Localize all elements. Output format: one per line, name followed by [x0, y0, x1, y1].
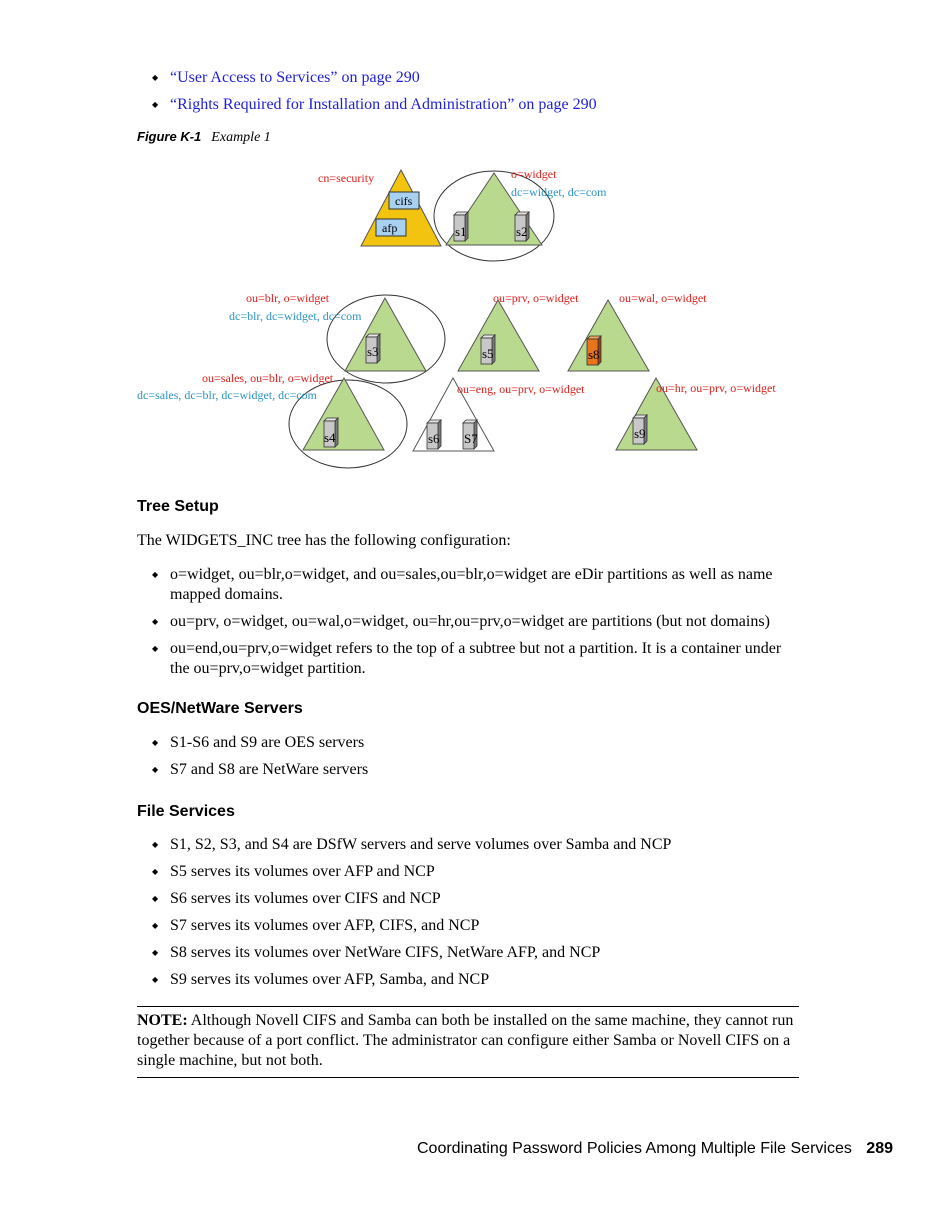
- list-item: ◆ o=widget, ou=blr,o=widget, and ou=sales,ou=blr,o=widget are eDir partitions as well as name mapped domains.: [137, 565, 802, 605]
- link-user-access[interactable]: “User Access to Services” on page 290: [170, 69, 420, 86]
- server-s1: s1: [455, 224, 467, 239]
- label-security: cn=security: [318, 171, 375, 185]
- list-item: ◆ S7 and S8 are NetWare servers: [137, 760, 802, 780]
- tree-setup-intro: The WIDGETS_INC tree has the following configuration:: [137, 532, 511, 549]
- footer-title: Coordinating Password Policies Among Multiple File Services: [416, 1140, 852, 1157]
- label-sales: ou=sales, ou=blr, o=widget: [202, 371, 334, 385]
- note: [137, 1011, 799, 1071]
- server-s5: s5: [482, 346, 494, 361]
- label-hr: ou=hr, ou=prv, o=widget: [656, 381, 776, 395]
- file-services-list: [137, 835, 802, 990]
- note-text: Although Novell CIFS and Samba can both be installed on the same machine, they cannot run together because of a port conflict. The administrator can configure either Samba or Novell CIFS on a single machine, but not both.: [137, 1012, 794, 1069]
- label-blr-dc: dc=blr, dc=widget, dc=com: [229, 309, 362, 323]
- server-s8: s8: [588, 347, 600, 362]
- afp-label: afp: [382, 221, 398, 235]
- server-s6: s6: [428, 431, 440, 446]
- label-widget-dc: dc=widget, dc=com: [511, 185, 607, 199]
- label-eng: ou=eng, ou=prv, o=widget: [457, 382, 585, 396]
- figure-label: Figure K-1: [137, 129, 202, 144]
- note-rule-bottom: [137, 1077, 799, 1078]
- label-wal: ou=wal, o=widget: [619, 291, 707, 305]
- list-item: ◆ ou=end,ou=prv,o=widget refers to the top of a subtree but not a partition. It is a container under the ou=prv,o=widget partition.: [137, 639, 802, 679]
- note-label: NOTE:: [137, 1012, 188, 1029]
- heading-tree-setup: Tree Setup: [137, 498, 219, 515]
- heading-file-services: File Services: [137, 803, 235, 820]
- tree-diagram: [0, 0, 950, 480]
- link-rights-required[interactable]: “Rights Required for Installation and Administration” on page 290: [170, 96, 597, 113]
- triangle-wal: [568, 300, 649, 371]
- page-footer: [417, 1140, 893, 1158]
- cifs-label: cifs: [395, 194, 413, 208]
- note-rule-top: [137, 1006, 799, 1007]
- servers-list: [137, 733, 802, 780]
- list-item: ◆ ou=prv, o=widget, ou=wal,o=widget, ou=hr,ou=prv,o=widget are partitions (but not domains): [137, 612, 802, 632]
- server-s3: s3: [367, 344, 379, 359]
- label-blr: ou=blr, o=widget: [246, 291, 330, 305]
- label-sales-dc: dc=sales, dc=blr, dc=widget, dc=com: [137, 388, 317, 402]
- label-prv: ou=prv, o=widget: [493, 291, 579, 305]
- triangle-prv: [458, 300, 539, 371]
- tree-setup-list: [137, 565, 802, 679]
- list-item: ◆ S5 serves its volumes over AFP and NCP: [137, 862, 802, 882]
- server-s7: S7: [464, 431, 478, 446]
- list-item: ◆ S9 serves its volumes over AFP, Samba, and NCP: [137, 970, 802, 990]
- label-widget: o=widget: [511, 167, 557, 181]
- list-item: ◆ S7 serves its volumes over AFP, CIFS, and NCP: [137, 916, 802, 936]
- list-item: ◆ S8 serves its volumes over NetWare CIFS, NetWare AFP, and NCP: [137, 943, 802, 963]
- server-s2: s2: [516, 224, 528, 239]
- list-item: ◆ S6 serves its volumes over CIFS and NCP: [137, 889, 802, 909]
- server-s4: s4: [324, 430, 336, 445]
- figure-title: Example 1: [211, 130, 271, 145]
- page-number: 289: [866, 1140, 893, 1157]
- heading-servers: OES/NetWare Servers: [137, 700, 303, 717]
- server-s9: s9: [634, 426, 646, 441]
- list-item: ◆ S1-S6 and S9 are OES servers: [137, 733, 802, 753]
- list-item: ◆ S1, S2, S3, and S4 are DSfW servers and serve volumes over Samba and NCP: [137, 835, 802, 855]
